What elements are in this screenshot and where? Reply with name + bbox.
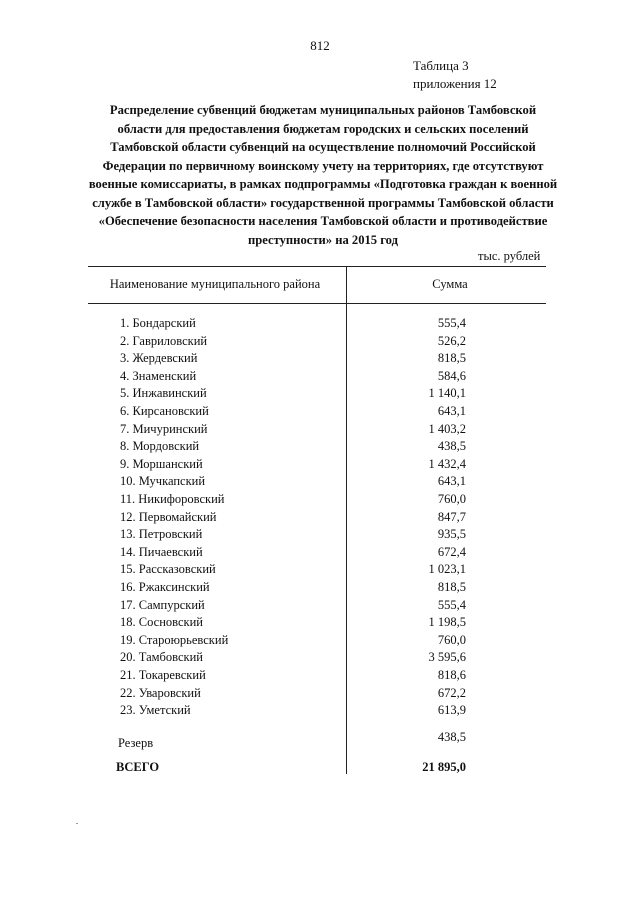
district-value: 672,2 <box>437 685 466 700</box>
district-value: 935,5 <box>437 527 466 542</box>
district-name: 1. Бондарский <box>120 316 196 330</box>
page-number: 812 <box>310 38 330 53</box>
district-value: 613,9 <box>437 703 466 718</box>
table-reference-line2: приложения 12 <box>413 76 497 91</box>
district-value: 555,4 <box>437 597 466 612</box>
district-name: 2. Гавриловский <box>120 333 208 348</box>
table-row <box>0 474 640 492</box>
district-value: 643,1 <box>437 404 466 418</box>
table-row <box>0 404 640 422</box>
district-value: 818,6 <box>437 668 466 682</box>
district-name: 8. Мордовский <box>120 439 200 454</box>
table-row <box>0 316 640 334</box>
district-value: 1 023,1 <box>428 562 466 577</box>
district-value: 555,4 <box>437 316 466 330</box>
district-value: 584,6 <box>437 368 466 383</box>
district-name: 5. Инжавинский <box>120 386 207 401</box>
district-name: 23. Уметский <box>120 703 191 718</box>
district-name: 10. Мучкапский <box>120 474 206 489</box>
district-name: 7. Мичуринский <box>120 421 208 436</box>
district-name: 19. Староюрьевский <box>120 632 229 647</box>
table-row <box>0 545 640 563</box>
table-row <box>0 580 640 598</box>
table-row <box>0 668 640 686</box>
table-header-rule <box>88 303 546 304</box>
header-district-name: Наименование муниципального района <box>109 277 321 291</box>
table-row <box>0 510 640 528</box>
district-name: 18. Сосновский <box>120 615 203 630</box>
district-value: 1 140,1 <box>428 386 466 401</box>
district-name: 4. Знаменский <box>120 368 197 383</box>
reserve-name: Резерв <box>118 736 154 750</box>
table-row <box>0 439 640 457</box>
district-name: 6. Кирсановский <box>120 404 209 418</box>
district-value: 438,5 <box>437 439 466 454</box>
table-row <box>0 457 640 475</box>
district-value: 672,4 <box>437 544 466 559</box>
table-row <box>0 492 640 510</box>
table-row <box>0 527 640 545</box>
district-value: 3 595,6 <box>428 650 466 665</box>
table-row <box>0 686 640 704</box>
district-value: 818,5 <box>437 351 466 366</box>
district-name: 11. Никифоровский <box>120 492 225 506</box>
total-name: ВСЕГО <box>116 760 160 774</box>
district-value: 760,0 <box>437 492 466 506</box>
district-name: 16. Ржаксинский <box>120 580 210 594</box>
table-row <box>0 422 640 440</box>
table-reference-line1: Таблица 3 <box>413 58 469 73</box>
reserve-row <box>0 730 640 748</box>
table-row <box>0 615 640 633</box>
district-name: 20. Тамбовский <box>120 650 203 665</box>
scan-artifact <box>76 823 78 824</box>
table-row <box>0 334 640 352</box>
district-name: 9. Моршанский <box>120 456 203 471</box>
total-row <box>0 760 640 778</box>
district-value: 1 432,4 <box>428 456 466 471</box>
district-name: 17. Сампурский <box>120 597 205 612</box>
district-value: 760,0 <box>437 632 466 647</box>
table-row <box>0 703 640 721</box>
district-name: 15. Рассказовский <box>120 562 216 577</box>
table-row <box>0 369 640 387</box>
district-value: 526,2 <box>437 333 466 348</box>
table-row <box>0 633 640 651</box>
total-value: 21 895,0 <box>422 760 466 774</box>
header-sum: Сумма <box>432 277 468 291</box>
table-top-rule <box>88 266 546 267</box>
district-value: 847,7 <box>437 509 466 524</box>
document-title: Распределение субвенций бюджетам муниципальных районов Тамбовской области для предоставления бюджетам городских и сельских поселений Тамбовской области субвенций на осуществление полномочий Российской Федерации по первичному воинскому учету на территориях, где отсутствуют военные комиссариаты, в рамках подпрограммы «Подготовка граждан к военной службе в Тамбовской области» государственной программы Тамбовской области «Обеспечение безопасности населения Тамбовской области и противодействие преступности» на 2015 год <box>88 103 558 247</box>
district-value: 643,1 <box>437 474 466 489</box>
district-name: 21. Токаревский <box>120 668 206 682</box>
district-name: 14. Пичаевский <box>120 544 203 559</box>
district-value: 818,5 <box>437 580 466 594</box>
table-row <box>0 562 640 580</box>
table-reference <box>413 57 497 93</box>
district-name: 22. Уваровский <box>120 685 201 700</box>
district-name: 3. Жердевский <box>120 351 198 366</box>
table-row <box>0 351 640 369</box>
units-label: тыс. рублей <box>478 249 541 263</box>
district-value: 1 198,5 <box>428 615 466 630</box>
reserve-value: 438,5 <box>437 730 466 744</box>
table-row <box>0 650 640 668</box>
table-row <box>0 598 640 616</box>
district-name: 13. Петровский <box>120 527 203 542</box>
table-row <box>0 386 640 404</box>
district-value: 1 403,2 <box>428 421 466 436</box>
district-name: 12. Первомайский <box>120 509 217 524</box>
